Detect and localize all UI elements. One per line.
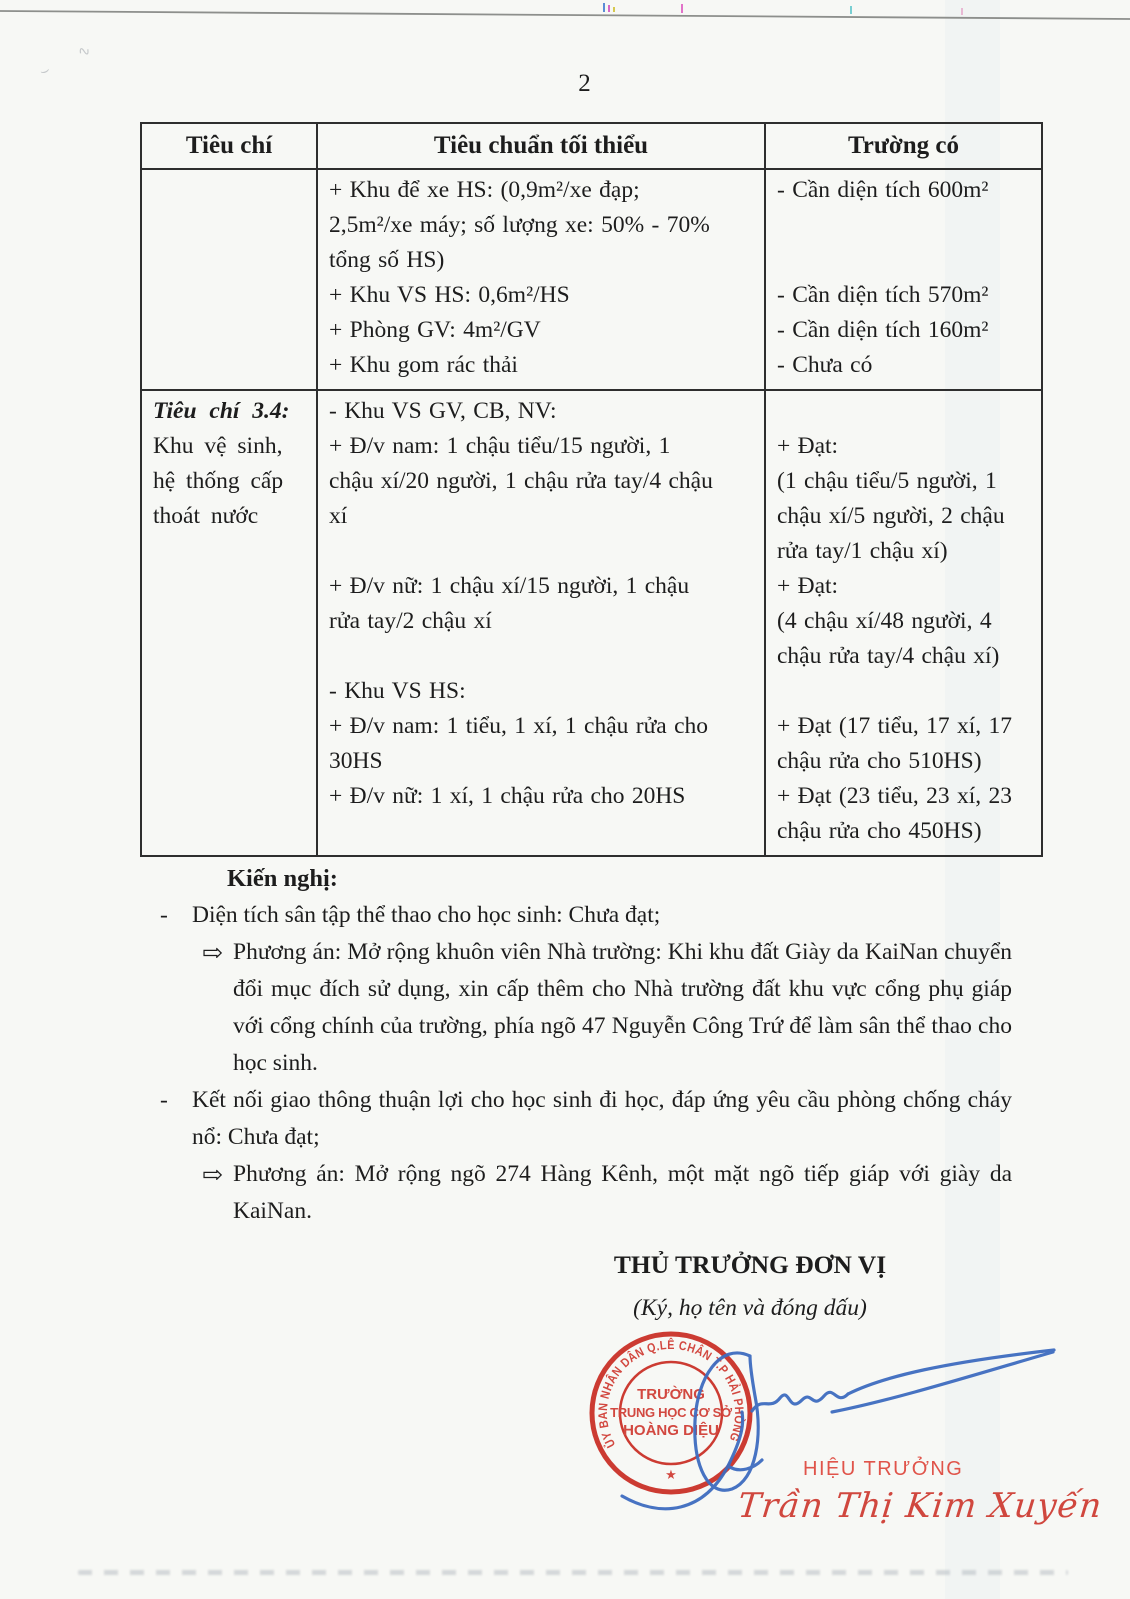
- page-number: 2: [578, 70, 592, 97]
- recommendation-subitem: [140, 1156, 1012, 1230]
- recommendation-text: Phương án: Mở rộng khuôn viên Nhà trường: Khi khu đất Giày da KaiNan chuyển đổi mục đích sử dụng, xin cấp thêm cho Nhà trường đất khu vực cổng phụ giáp với cổng chính của trường, phía ngõ 47 Nguyễn Công Trứ để làm sân thể thao cho học sinh.: [233, 939, 1012, 1076]
- dash-bullet: -: [160, 902, 168, 928]
- recommendation-text: Diện tích sân tập thể thao cho học sinh: Chưa đạt;: [192, 902, 661, 928]
- signer-name: Trần Thị Kim Xuyến: [735, 1486, 1105, 1526]
- table-cell-criterion: [142, 389, 316, 855]
- recommendation-item: [140, 1082, 1012, 1156]
- recommendation-item: [140, 897, 1012, 934]
- signature-title: THỦ TRƯỞNG ĐƠN VỊ: [613, 1250, 887, 1279]
- table-header-school: Trường có: [764, 124, 1041, 170]
- arrow-icon: ⇨: [202, 1162, 223, 1189]
- recommendation-subitem: [140, 934, 1012, 1082]
- table-cell-standard: - Khu VS GV, CB, NV: + Đ/v nam: 1 chậu tiểu/15 người, 1 chậu xí/20 người, 1 chậu rửa tay/4 chậu xí + Đ/v nữ: 1 chậu xí/15 người, 1 chậu rửa tay/2 chậu xí - Khu VS HS: + Đ/v nam: 1 tiểu, 1 xí, 1 chậu rửa cho 30HS + Đ/v nữ: 1 xí, 1 chậu rửa cho 20HS: [316, 389, 764, 855]
- recommendations-section: [140, 860, 1012, 1230]
- criteria-table: [140, 122, 1043, 857]
- stamp-center-text: HOÀNG DIỆU: [623, 1422, 719, 1439]
- criterion-text: Khu vệ sinh, hệ thống cấp thoát nước: [153, 433, 284, 529]
- table-cell-criterion: [142, 170, 316, 389]
- stamp-star-icon: ★: [665, 1467, 677, 1482]
- table-header-standard: Tiêu chuẩn tối thiểu: [316, 124, 764, 170]
- table-cell-school: - Cần diện tích 600m² - Cần diện tích 570m² - Cần diện tích 160m² - Chưa có: [764, 170, 1041, 389]
- pencil-mark: ⌣: [37, 61, 53, 81]
- signature-subtitle: (Ký, họ tên và đóng dấu): [633, 1295, 867, 1321]
- pencil-mark: ∿: [75, 42, 94, 62]
- stamp-center-text: TRUNG HỌC CƠ SỞ: [610, 1405, 732, 1420]
- dash-bullet: -: [160, 1087, 168, 1113]
- table-cell-school: + Đạt: (1 chậu tiểu/5 người, 1 chậu xí/5 người, 2 chậu rửa tay/1 chậu xí) + Đạt: (4 chậu xí/48 người, 4 chậu rửa tay/4 chậu xí) + Đạt (17 tiểu, 17 xí, 17 chậu rửa cho 510HS) + Đạt (23 tiểu, 23 xí, 23 chậu rửa cho 450HS): [764, 389, 1041, 855]
- table-header-criterion: Tiêu chí: [142, 124, 316, 170]
- stamp-ring-text: ỦY BAN NHÂN DÂN Q.LÊ CHÂN T.P HẢI PHÒNG: [595, 1337, 747, 1451]
- stamp-center-text: TRƯỜNG: [637, 1386, 705, 1403]
- recommendations-heading: Kiến nghị:: [227, 865, 338, 892]
- recommendation-text: Kết nối giao thông thuận lợi cho học sinh đi học, đáp ứng yêu cầu phòng chống cháy nổ: Chưa đạt;: [192, 1087, 1012, 1150]
- scan-artifact-top: [0, 0, 1130, 30]
- signer-role: HIỆU TRƯỞNG: [803, 1458, 964, 1480]
- table-cell-standard: + Khu để xe HS: (0,9m²/xe đạp; 2,5m²/xe máy; số lượng xe: 50% - 70% tổng số HS) + Khu VS HS: 0,6m²/HS + Phòng GV: 4m²/GV + Khu gom rác thải: [316, 170, 764, 389]
- criterion-title: Tiêu chí 3.4:: [153, 398, 290, 424]
- arrow-icon: ⇨: [202, 940, 223, 967]
- recommendation-text: Phương án: Mở rộng ngõ 274 Hàng Kênh, một mặt ngõ tiếp giáp với giày da KaiNan.: [233, 1161, 1012, 1224]
- scan-artifact-bottom: [78, 1570, 1068, 1575]
